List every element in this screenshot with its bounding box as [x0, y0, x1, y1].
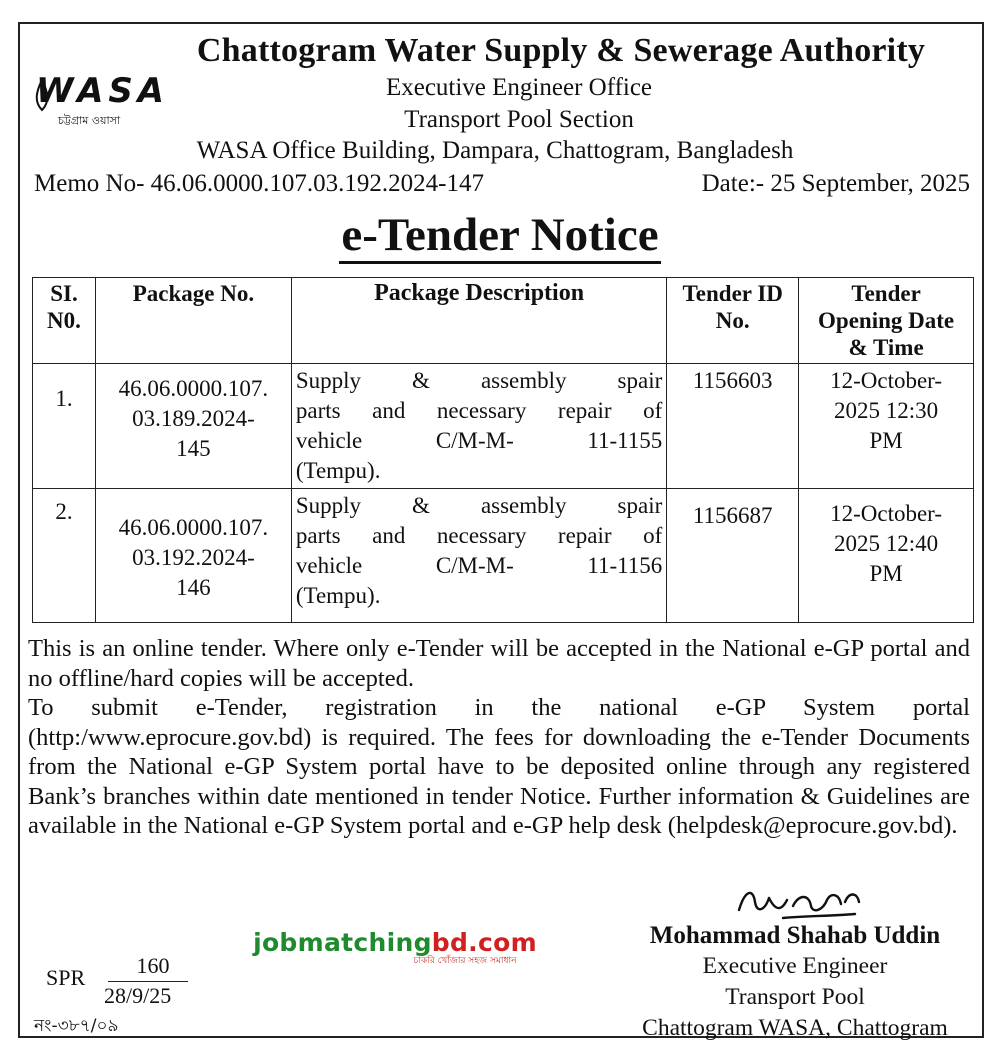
notice-title — [0, 208, 1000, 262]
spr-divider — [108, 981, 188, 982]
signatory-organization: Chattogram WASA, Chattogram — [642, 1015, 948, 1041]
watermark-tagline: চাকরি খোঁজার সহজ সমাধান — [413, 956, 517, 966]
body-paragraph-registration: To submit e-Tender, registration in the national e-GP System portal (http:/www.eprocure.gov.bd) is required. The fees for downloading the e-Tender Documents from the National e-GP System portal have to be deposited online through any registered Bank’s branches within date mentioned in tender Notice. Further information & Guidelines are available in the National e-GP System portal and e-GP help desk (helpdesk@eprocure.gov.bd). — [28, 694, 970, 839]
header-description: Package Description — [291, 278, 666, 364]
row-sl: 1. — [33, 364, 96, 489]
table-header-row — [33, 278, 974, 364]
spr-date: 28/9/25 — [104, 983, 172, 1008]
header-sl: SI. N0. — [33, 278, 96, 364]
header-tender-id: Tender ID No. — [667, 278, 799, 364]
office-line: Executive Engineer Office — [385, 74, 653, 101]
notice-title-text: e-Tender Notice — [339, 209, 660, 264]
signature-block — [606, 920, 984, 1044]
spr-label: SPR — [46, 965, 86, 990]
header-package-no: Package No. — [95, 278, 291, 364]
signatory-department: Transport Pool — [725, 984, 865, 1010]
row-description: Supply & assembly spair parts and necessary repair of vehicle C/M-M- 11-1155 (Tempu). — [291, 364, 666, 489]
signatory-name: Mohammad Shahab Uddin — [649, 922, 941, 949]
body-paragraph-online: This is an online tender. Where only e-Tender will be accepted in the National e-GP portal and no offline/hard copies will be accepted. — [28, 635, 970, 692]
row-sl: 2. — [33, 489, 96, 623]
notice-body — [28, 634, 970, 841]
reference-number: নং-৩৮৭/০৯ — [34, 1016, 119, 1036]
row-package-no: 46.06.0000.107. 03.192.2024- 146 — [95, 489, 291, 623]
row-package-no: 46.06.0000.107. 03.189.2024- 145 — [95, 364, 291, 489]
table-row — [33, 364, 974, 489]
spr-number: 160 — [136, 953, 170, 978]
row-description: Supply & assembly spair parts and necessary repair of vehicle C/M-M- 11-1156 (Tempu). — [291, 489, 666, 623]
logo-subtext: চট্টগ্রাম ওয়াসা — [58, 114, 121, 127]
memo-number: Memo No- 46.06.0000.107.03.192.2024-147 — [34, 170, 484, 197]
row-opening-date: 12-October- 2025 12:30 PM — [799, 364, 974, 489]
row-opening-date: 12-October- 2025 12:40 PM — [799, 489, 974, 623]
handwritten-signature — [735, 880, 865, 924]
watermark — [245, 928, 545, 968]
organization-title: Chattogram Water Supply & Sewerage Authority — [196, 32, 926, 69]
section-line: Transport Pool Section — [404, 106, 634, 133]
notice-date: Date:- 25 September, 2025 — [701, 170, 970, 197]
address-line: WASA Office Building, Dampara, Chattogram, Bangladesh — [196, 137, 794, 164]
watermark-text: jobmatchingbd.com — [253, 928, 537, 957]
row-tender-id: 1156603 — [667, 364, 799, 489]
tender-table — [32, 277, 974, 623]
row-tender-id: 1156687 — [667, 489, 799, 623]
logo-text: WASA — [36, 71, 164, 111]
header-opening-date: Tender Opening Date & Time — [799, 278, 974, 364]
table-row — [33, 489, 974, 623]
signatory-title: Executive Engineer — [702, 953, 888, 979]
